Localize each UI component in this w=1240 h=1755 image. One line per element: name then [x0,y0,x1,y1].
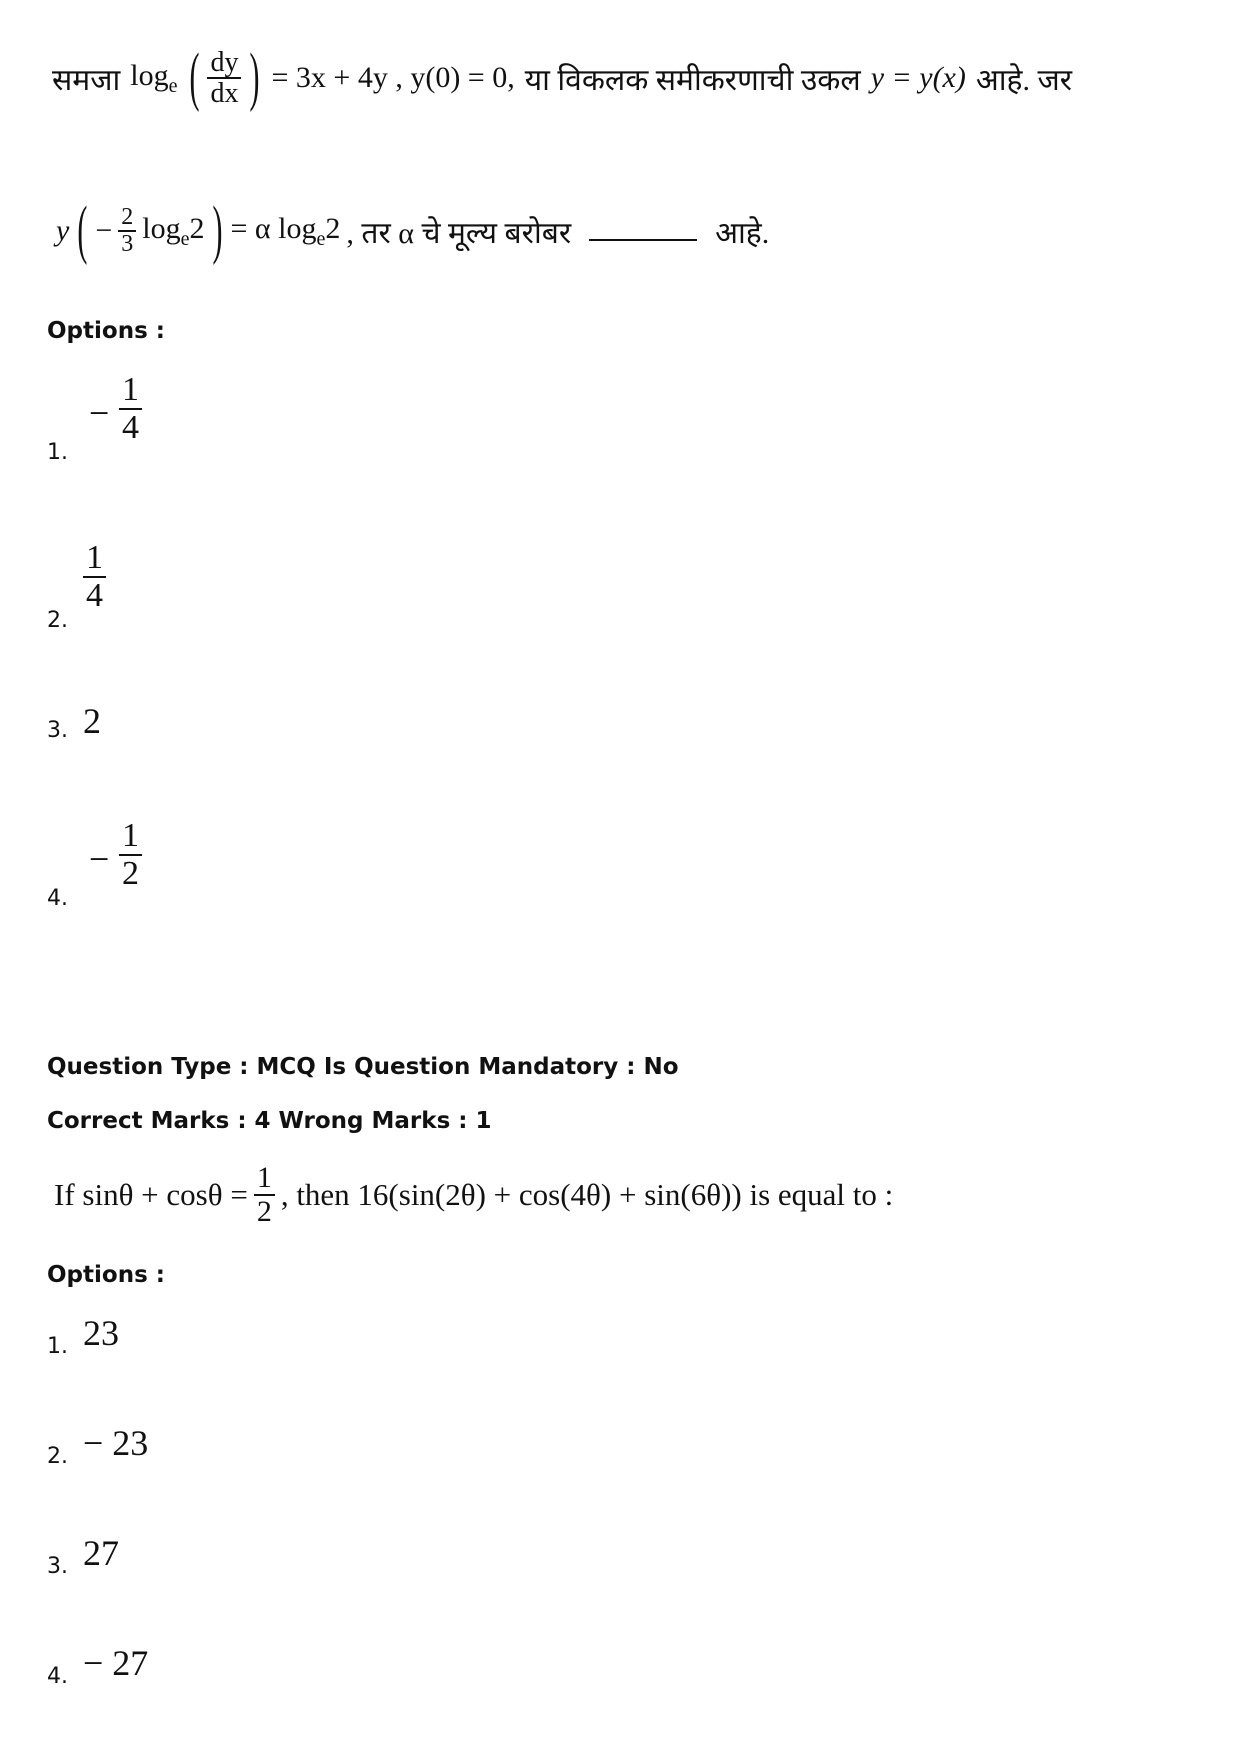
q1l2-rhs-text: = α log [230,211,317,245]
q1l2-frac-num: 2 [118,205,136,232]
q2-option-1[interactable] [47,1312,247,1362]
q1l2-text: , तर α चे मूल्य बरोबर [346,216,572,250]
q1-suffix: आहे. जर [975,63,1072,97]
option-sign: − [89,839,110,879]
q1-text: या विकलक समीकरणाची उकल [524,63,861,97]
q1l2-paren-close: ) [212,193,223,267]
option-fraction [83,540,106,613]
option-fraction [119,818,142,891]
frac-den: 4 [86,576,103,614]
q2-frac-den: 2 [256,1194,272,1228]
q1-stem-line2 [56,193,770,267]
q2-option-2[interactable] [47,1422,247,1472]
q1l2-fraction [118,205,136,257]
frac-num: 1 [83,540,106,578]
q1-paren-close: ) [249,40,260,114]
q2-frac-num: 1 [254,1162,275,1196]
option-number: 1. [47,1334,68,1359]
option-value: 2 [83,701,101,741]
q2-stem-suffix: , then 16(sin(2θ) + cos(4θ) + sin(6θ)) is equal to : [280,1176,894,1212]
q1-option-3[interactable] [47,700,247,750]
option-sign: − [89,393,110,433]
q2-option-3[interactable] [47,1532,247,1582]
q1l2-rhs-base: e [316,227,326,250]
option-number: 4. [47,886,68,911]
q1-frac-den: dx [210,78,239,110]
q2-meta-marks: Correct Marks : 4 Wrong Marks : 1 [47,1108,492,1134]
option-number: 2. [47,1444,68,1469]
q1-option-1[interactable] [47,372,247,472]
q1l2-rhs [230,212,340,251]
q1l2-suffix: आहे. [715,216,770,250]
frac-den: 2 [122,854,139,892]
q1-log [130,59,177,98]
q1l2-minus: − [95,214,113,248]
q1-options-label: Options : [47,318,165,344]
q1-frac-num: dy [207,48,241,79]
q1l2-log-base: e [180,227,190,250]
q1-paren-open: ( [189,40,200,114]
q1-log-base: e [168,74,178,97]
q1l2-frac-den: 3 [121,231,134,258]
q1-option-2[interactable] [47,540,247,640]
q1-solution: y = y(x) [870,61,966,95]
frac-num: 1 [119,372,142,410]
option-number: 3. [47,718,68,743]
q1l2-log-text: log [142,211,181,245]
option-number: 2. [47,608,68,633]
q2-fraction [254,1162,275,1227]
q1l2-log [142,212,204,251]
option-number: 4. [47,1664,68,1689]
q1l2-paren-open: ( [77,193,88,267]
q2-stem [54,1162,893,1227]
q1-log-text: log [130,58,169,92]
option-number: 1. [47,440,68,465]
frac-num: 1 [119,818,142,856]
option-value: 23 [83,1313,119,1353]
frac-den: 4 [122,408,139,446]
q2-meta-type: Question Type : MCQ Is Question Mandatory : No [47,1054,679,1080]
q1-stem-line1 [52,40,1072,114]
q1-prefix: समजा [52,63,121,97]
answer-blank [589,221,697,241]
q2-stem-prefix: If sinθ + cosθ = [54,1176,248,1212]
option-number: 3. [47,1554,68,1579]
q1l2-log-arg: 2 [189,211,205,245]
q1-rhs: = 3x + 4y , y(0) = 0, [271,61,515,95]
q2l-y: y [56,214,70,248]
q1-dydx-fraction [207,48,241,109]
q2-option-4[interactable] [47,1642,247,1692]
option-value: 27 [83,1533,119,1573]
q2-options-label: Options : [47,1262,165,1288]
option-value: − 23 [83,1423,149,1463]
q1l2-rhs-arg: 2 [325,211,341,245]
option-value: − 27 [83,1643,149,1683]
q1-option-4[interactable] [47,818,247,918]
option-fraction [119,372,142,445]
